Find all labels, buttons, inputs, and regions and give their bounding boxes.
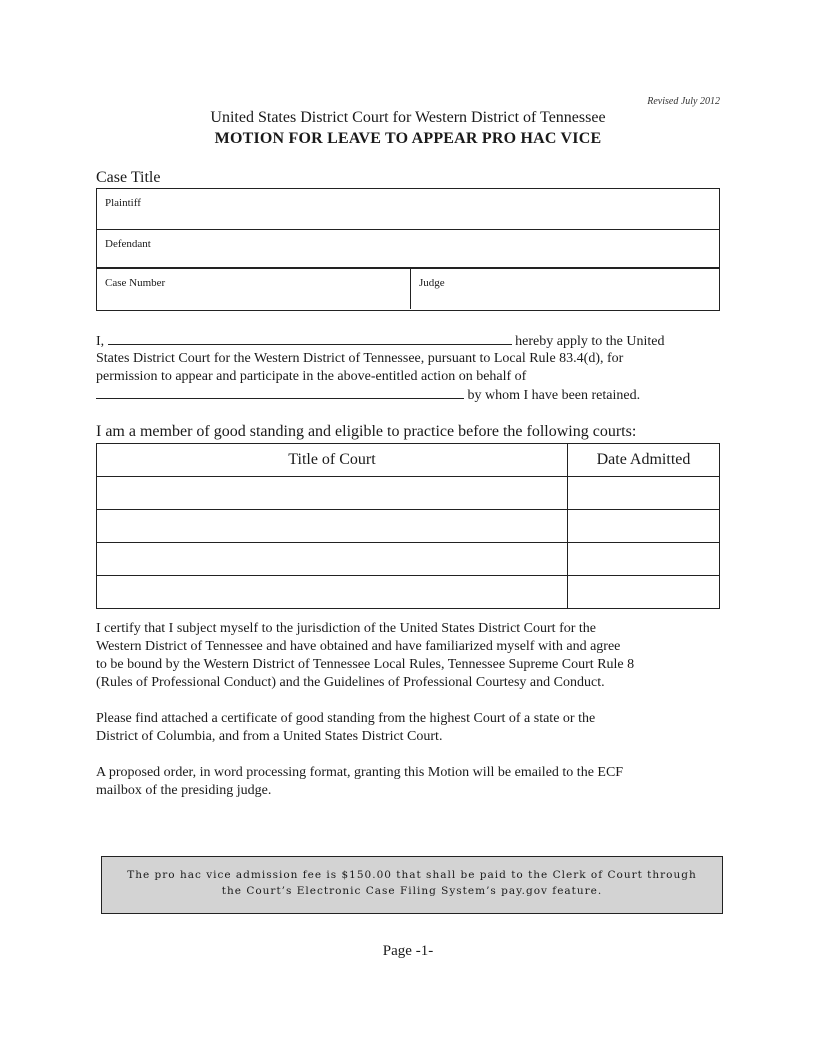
case-number-judge-row — [97, 269, 719, 309]
col-date-admitted: Date Admitted — [568, 444, 720, 477]
certify-line-4: (Rules of Professional Conduct) and the Guidelines of Professional Courtesy and Conduct. — [96, 675, 605, 690]
plaintiff-label: Plaintiff — [105, 197, 141, 209]
judge-label: Judge — [419, 277, 445, 289]
fee-line-1: The pro hac vice admission fee is $150.00 that shall be paid to the Clerk of Court through — [127, 869, 697, 881]
court-title-cell[interactable] — [97, 477, 568, 510]
revised-date: Revised July 2012 — [647, 96, 720, 107]
table-row — [97, 477, 720, 510]
defendant-label: Defendant — [105, 238, 151, 250]
fee-line-2: the Court’s Electronic Case Filing System’s pay.gov feature. — [221, 885, 603, 897]
case-title-label: Case Title — [96, 169, 161, 186]
col-title-of-court: Title of Court — [97, 444, 568, 477]
courts-table — [96, 443, 720, 609]
date-admitted-cell[interactable] — [568, 543, 720, 576]
certify-line-2: Western District of Tennessee and have obtained and have familiarized myself with and agree — [96, 639, 621, 654]
table-row — [97, 543, 720, 576]
table-row — [97, 510, 720, 543]
case-number-label: Case Number — [105, 277, 166, 289]
court-title-cell[interactable] — [97, 576, 568, 609]
court-title-cell[interactable] — [97, 543, 568, 576]
attorney-name-blank[interactable] — [108, 332, 512, 345]
fee-notice-box — [101, 856, 723, 914]
courts-heading: I am a member of good standing and eligible to practice before the following courts: — [96, 423, 637, 440]
table-row — [97, 576, 720, 609]
proposed-line-1: A proposed order, in word processing format, granting this Motion will be emailed to the ECF — [96, 765, 624, 780]
application-line-1: I, hereby apply to the United — [96, 334, 665, 349]
application-line-4: by whom I have been retained. — [96, 386, 720, 405]
application-line-2: States District Court for the Western District of Tennessee, pursuant to Local Rule 83.4(d), for — [96, 351, 624, 366]
defendant-field[interactable] — [97, 230, 719, 269]
court-name: United States District Court for Western District of Tennessee — [210, 109, 606, 126]
date-admitted-cell[interactable] — [568, 510, 720, 543]
motion-title: MOTION FOR LEAVE TO APPEAR PRO HAC VICE — [214, 130, 602, 147]
certify-line-3: to be bound by the Western District of Tennessee Local Rules, Tennessee Supreme Court Rule 8 — [96, 657, 635, 672]
plaintiff-field[interactable] — [97, 189, 719, 230]
page-number: Page -1- — [382, 943, 434, 959]
date-admitted-cell[interactable] — [568, 576, 720, 609]
application-line-3: permission to appear and participate in the above-entitled action on behalf of — [96, 369, 527, 384]
court-title-cell[interactable] — [97, 510, 568, 543]
case-number-field[interactable] — [97, 269, 410, 309]
case-title-box — [96, 188, 720, 311]
attached-line-1: Please find attached a certificate of good standing from the highest Court of a state or the — [96, 711, 596, 726]
date-admitted-cell[interactable] — [568, 477, 720, 510]
judge-field[interactable] — [410, 269, 721, 309]
client-name-blank[interactable] — [96, 386, 464, 399]
attached-line-2: District of Columbia, and from a United States District Court. — [96, 729, 443, 744]
certify-line-1: I certify that I subject myself to the jurisdiction of the United States District Court for the — [96, 621, 596, 636]
proposed-line-2: mailbox of the presiding judge. — [96, 783, 272, 798]
